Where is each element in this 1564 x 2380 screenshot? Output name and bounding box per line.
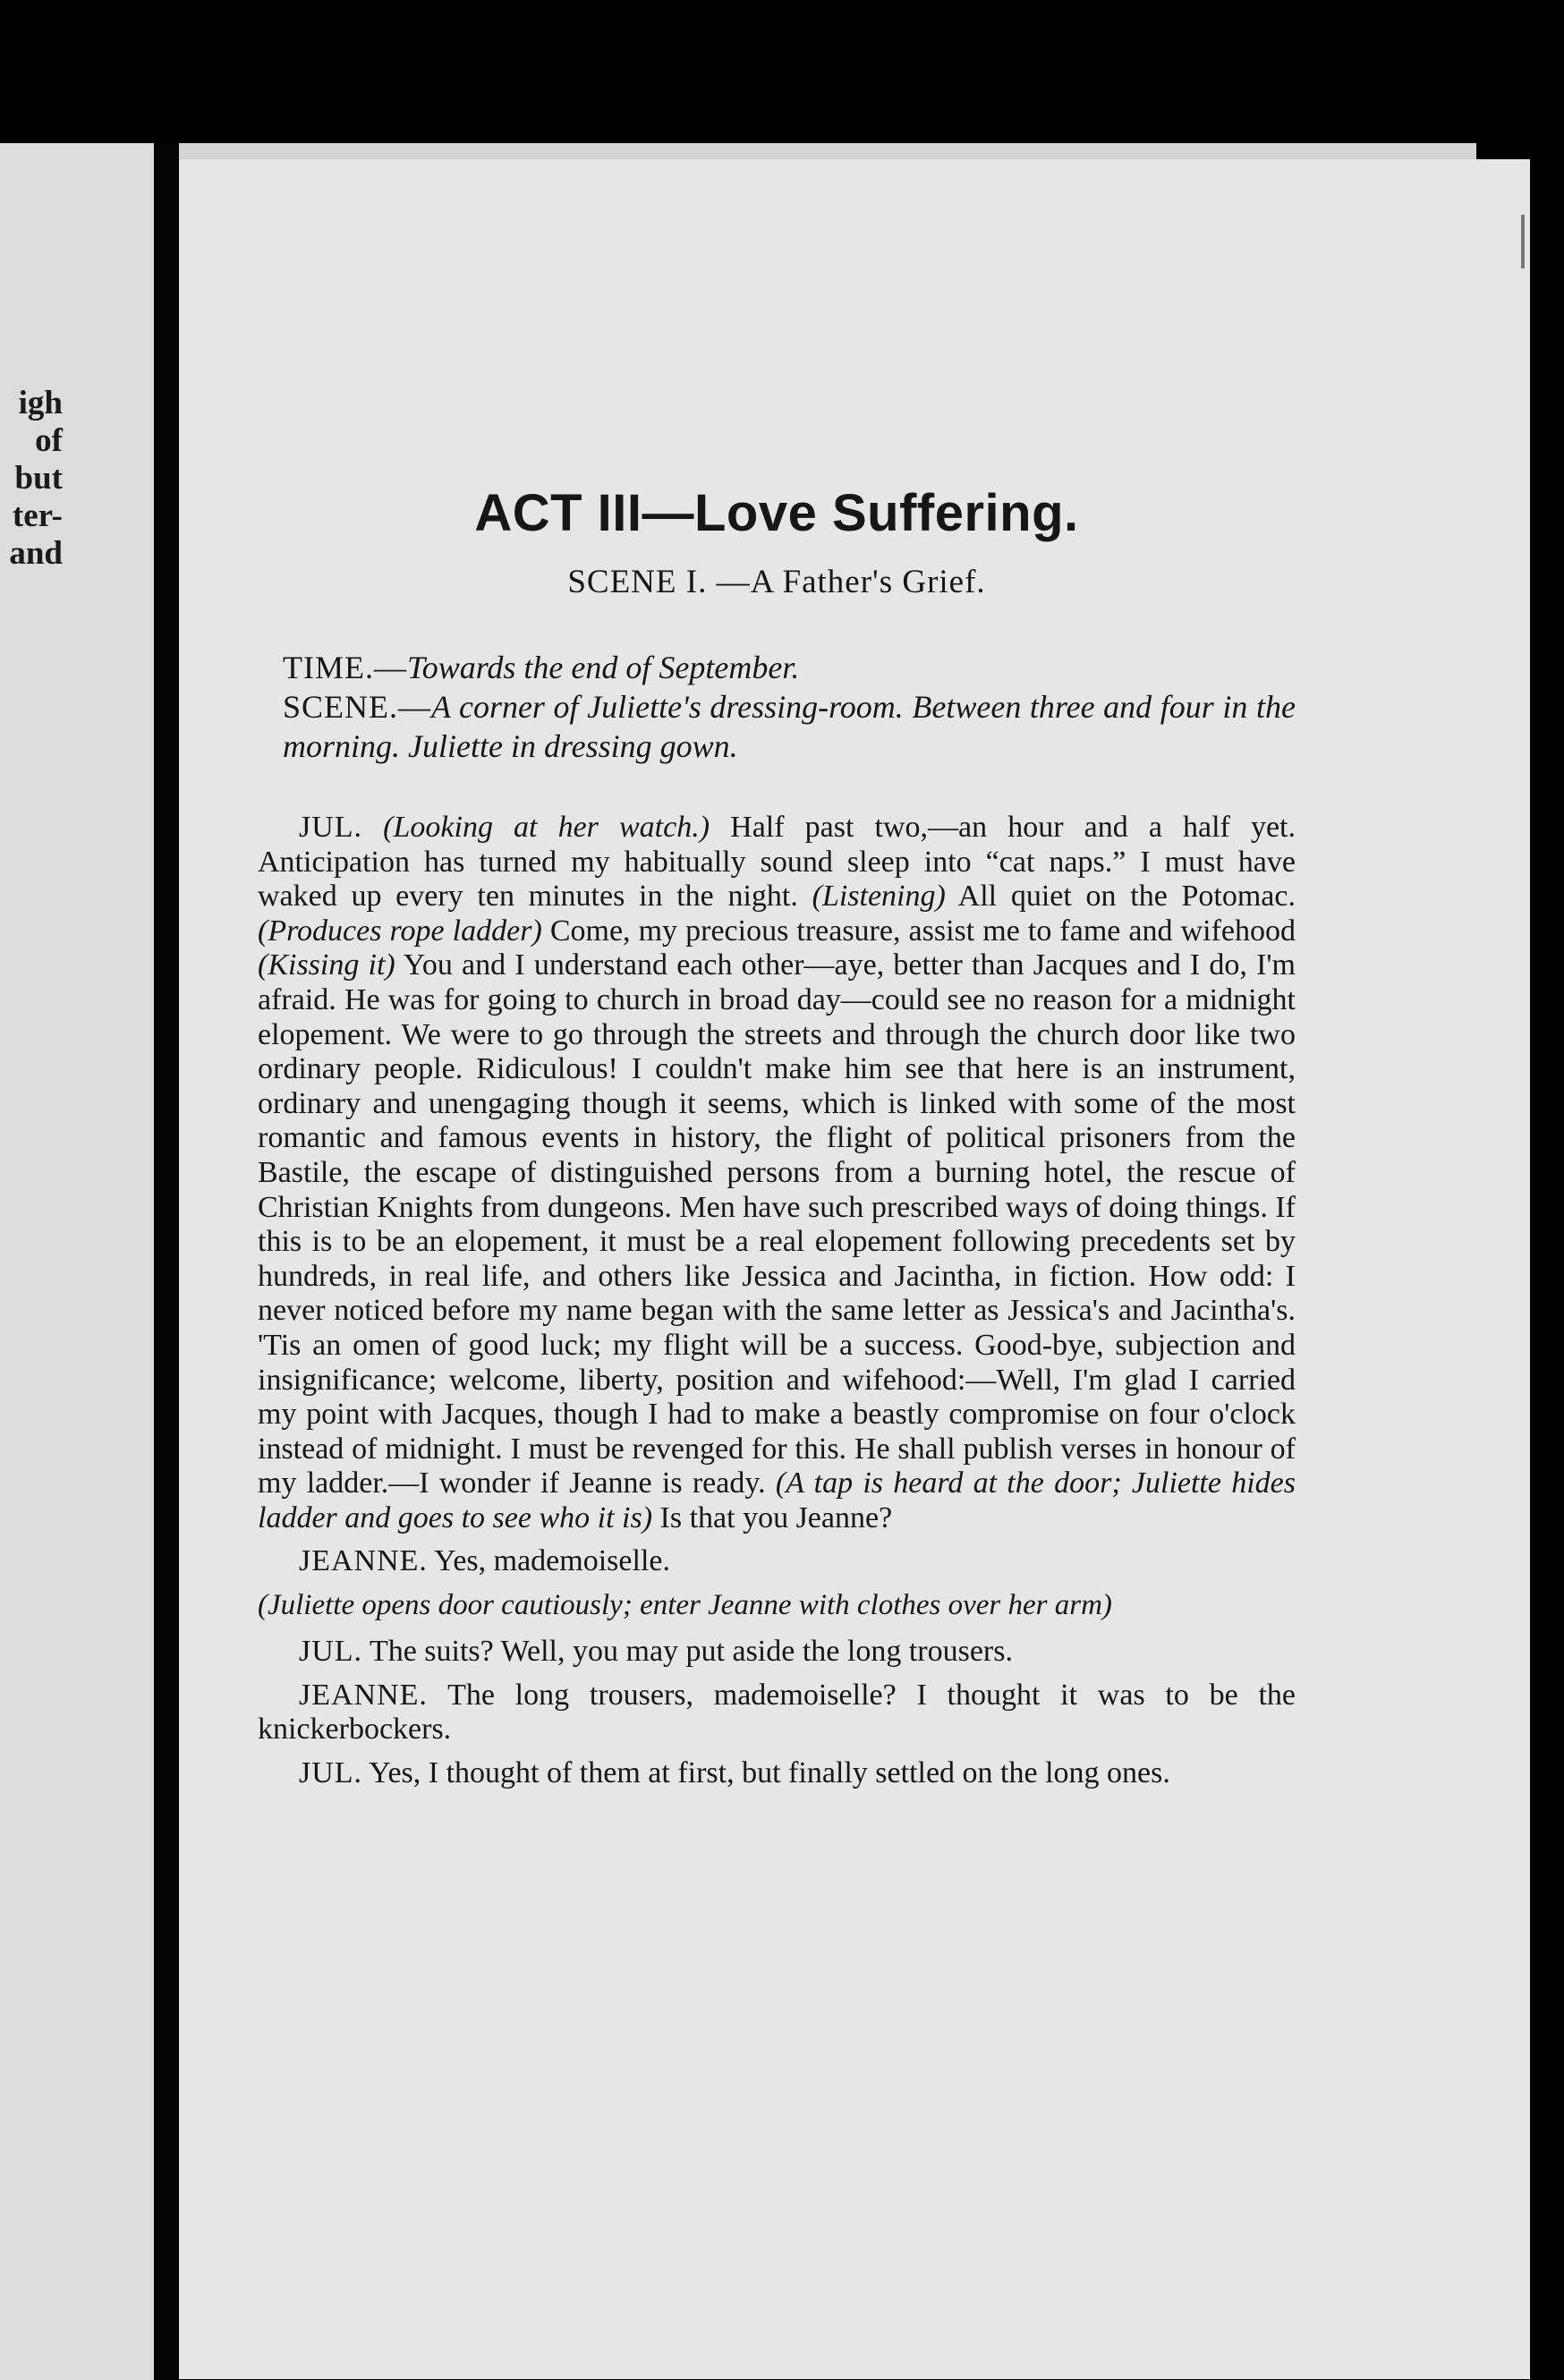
speech-text: Yes, mademoiselle. [427, 1544, 670, 1578]
book-gutter [154, 143, 179, 2380]
stage-direction-block: (Juliette opens door cautiously; enter Jeanne with clothes over her arm) [258, 1589, 1112, 1622]
speech-text: Come, my precious treasure, assist me to fame and wifehood [541, 914, 1296, 948]
scene-title: SCENE I. —A Father's Grief. [567, 564, 986, 600]
speech-text: You and I understand each other—aye, better than Jacques and I do, I'm afraid. He was for going to church in broad day—could see no reason for a midnight elopement. We were to go through the streets and through the church door like two ordinary people. Ridiculous! I couldn't make him see that here is an instrument, ordinary and unengaging though it seems, which is linked with some of the most romantic and famous events in history, the flight of political prisoners from the Bastile, the escape of distinguished persons from a burning hotel, the rescue of Christian Knights from dungeons. Men have such prescribed ways of doing things. If this is to be an elopement, it must be a real elopement following precedents set by hundreds, in real life, and others like Jessica and Jacintha, in fiction. How odd: I never noticed before my name began with the same letter as Jessica's and Jacintha's. 'Tis an omen of good luck; my flight will be a success. Good-bye, subjection and insignificance; welcome, liberty, position and wifehood:—Well, I'm glad I carried my point with Jacques, though I had to make a beastly compromise on four o'clock instead of midnight. I must be revenged for this. He shall publish verses in honour of my ladder.—I wonder if Jeanne is ready. [258, 948, 1296, 1500]
stage-direction: (Looking at her watch.) [383, 811, 710, 844]
speech-text: All quiet on the Potomac. [945, 880, 1296, 914]
stage-direction: (Kissing it) [258, 948, 395, 982]
left-fragment: ter- [12, 497, 63, 534]
page-top-edge [179, 143, 1476, 159]
left-page [0, 143, 159, 2380]
speaker-name: JEANNE. [299, 1544, 428, 1578]
speech-text: Is that you Jeanne? [652, 1500, 893, 1534]
left-fragment: but [14, 460, 63, 497]
stage-direction: (A tap is heard at the door; Juliette hides ladder and goes to see who it is) [258, 1466, 1296, 1534]
speaker-name: JUL. [299, 1755, 363, 1789]
speech-jeanne-2 [258, 1679, 1296, 1747]
speech-text: The long trousers, mademoiselle? I thought it was to be the knickerbockers. [258, 1678, 1296, 1747]
scene-line [258, 687, 1296, 766]
speech-jeanne-1 [258, 1544, 1296, 1579]
time-line [258, 648, 1296, 687]
speaker-name: JEANNE. [299, 1678, 428, 1712]
speech-juliette-2 [258, 1635, 1296, 1670]
page-right-edge-mark [1521, 215, 1525, 268]
left-fragment: igh [18, 385, 63, 421]
scene-label: SCENE.— [283, 689, 432, 725]
page-content [258, 483, 1296, 1799]
setting-block [258, 648, 1296, 766]
speech-text: Half past two,—an hour and a half yet. Anticipation has turned my habitually sound sleep into “cat naps.” I must have waked up every ten minutes in the night. [258, 811, 1296, 914]
speaker-name: JUL. [299, 1635, 363, 1669]
speech-juliette-3 [258, 1756, 1296, 1791]
speech-text: Yes, I thought of them at first, but finally settled on the long ones. [362, 1755, 1170, 1789]
stage-direction: (Produces rope ladder) [258, 914, 542, 948]
left-fragment: and [9, 535, 63, 572]
speaker-name: JUL. [299, 811, 363, 844]
stage-direction: (Listening) [812, 880, 946, 914]
scene-text: A corner of Juliette's dressing-room. Between three and four in the morning. Juliette in dressing gown. [283, 689, 1296, 764]
act-title: ACT III—Love Suffering. [474, 484, 1079, 542]
speech-juliette-1 [258, 811, 1296, 1535]
left-page-text-fragments [9, 385, 63, 573]
left-fragment: of [35, 422, 63, 459]
time-label: TIME.— [283, 650, 407, 685]
time-text: Towards the end of September. [406, 650, 800, 685]
speech-text: The suits? Well, you may put aside the long trousers. [362, 1635, 1013, 1669]
